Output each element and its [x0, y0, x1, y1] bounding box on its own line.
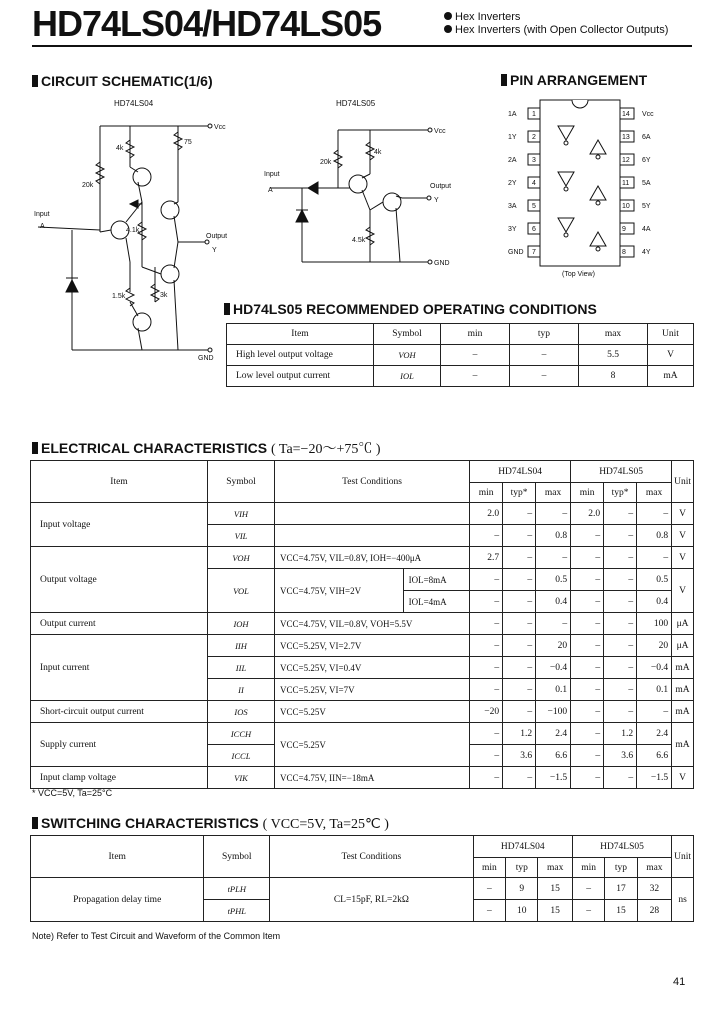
- ls05-schematic: [262, 92, 462, 272]
- pin-name: 1Y: [508, 134, 517, 141]
- section-rec-conditions: HD74LS05 RECOMMENDED OPERATING CONDITIONS: [224, 301, 597, 317]
- table-row: VOL VCC=4.75V, VIH=2V IOL=8mA – – 0.5 – – 0.5 V: [31, 569, 694, 591]
- svg-text:Output: Output: [430, 183, 452, 190]
- switching-table: [30, 835, 694, 922]
- table-header-row: Item Symbol Test Conditions HD74LS04 HD74LS05 Unit: [31, 836, 694, 858]
- pin-name: 4Y: [642, 249, 651, 256]
- section-square-icon: [501, 74, 507, 86]
- table-row: II VCC=5.25V, VI=7V – – 0.1 – – 0.1 mA: [31, 679, 694, 701]
- table-row: High level output voltage VOH – – 5.5 V: [227, 345, 694, 366]
- pin-number: 1: [532, 111, 536, 118]
- section-square-icon: [224, 303, 230, 315]
- svg-text:75: 75: [184, 139, 192, 146]
- section-electrical: ELECTRICAL CHARACTERISTICS ( Ta=−20～+75℃ ): [32, 440, 381, 458]
- pin-name: 6Y: [642, 157, 651, 164]
- part-number-title: HD74LS04/HD74LS05: [32, 3, 382, 44]
- pin-number: 9: [622, 226, 626, 233]
- table-row: Output current IOH VCC=4.75V, VIL=0.8V, VOH=5.5V – – – – – 100 μA: [31, 613, 694, 635]
- table-header-row: Item Symbol min typ max Unit: [227, 324, 694, 345]
- section-switching: SWITCHING CHARACTERISTICS ( VCC=5V, Ta=25℃ ): [32, 815, 389, 833]
- rec-conditions-table: [226, 323, 694, 387]
- ls05-label: HD74LS05: [336, 99, 376, 108]
- pin-number: 8: [622, 249, 626, 256]
- pin-name: 6A: [642, 134, 651, 141]
- electrical-table: [30, 460, 694, 789]
- table-row: Short-circuit output current IOS VCC=5.25V −20 – −100 – – – mA: [31, 701, 694, 723]
- pin-number: 3: [532, 157, 536, 164]
- table-row: Supply current ICCH VCC=5.25V – 1.2 2.4 – 1.2 2.4 mA: [31, 723, 694, 745]
- pin-number: 12: [622, 157, 630, 164]
- svg-text:4.5k: 4.5k: [352, 237, 366, 244]
- table-header-row: min typ* max min typ* max: [31, 483, 694, 503]
- svg-text:4k: 4k: [116, 145, 124, 152]
- ls04-schematic: [30, 92, 245, 362]
- ls04-label: HD74LS04: [114, 99, 154, 108]
- table-row: Input voltage VIH 2.0 – – 2.0 – – V: [31, 503, 694, 525]
- pin-number: 6: [532, 226, 536, 233]
- table-row: ICCL – 3.6 6.6 – 3.6 6.6: [31, 745, 694, 767]
- page-number: 41: [673, 976, 686, 988]
- pin-number: 10: [622, 203, 630, 210]
- pin-name: 2Y: [508, 180, 517, 187]
- table-row: Propagation delay time tPLH CL=15pF, RL=2kΩ – 9 15 – 17 32 ns: [31, 878, 694, 900]
- table-row: Input current IIH VCC=5.25V, VI=2.7V – – 20 – – 20 μA: [31, 635, 694, 657]
- svg-text:Vcc: Vcc: [434, 128, 446, 135]
- table-row: Output voltage VOH VCC=4.75V, VIL=0.8V, IOH=−400μA 2.7 – – – – – V: [31, 547, 694, 569]
- bullet-icon: [444, 25, 452, 33]
- pin-name: 4A: [642, 226, 651, 233]
- svg-text:20k: 20k: [82, 182, 94, 189]
- pin-number: 4: [532, 180, 536, 187]
- table-row: Low level output current IOL – – 8 mA: [227, 366, 694, 387]
- pin-name: 3Y: [508, 226, 517, 233]
- svg-text:Input: Input: [34, 211, 50, 218]
- elec-footnote: * VCC=5V, Ta=25°C: [32, 788, 113, 798]
- svg-text:3k: 3k: [160, 292, 168, 299]
- section-circuit-schematic: CIRCUIT SCHEMATIC(1/6): [32, 73, 213, 89]
- svg-text:A: A: [40, 223, 45, 230]
- svg-text:GND: GND: [198, 355, 214, 362]
- table-row: VIL – – 0.8 – – 0.8 V: [31, 525, 694, 547]
- pin-name: 1A: [508, 111, 517, 118]
- svg-text:Input: Input: [264, 171, 280, 178]
- header-rule: [32, 45, 692, 47]
- table-header-row: Item Symbol Test Conditions HD74LS04 HD74LS05 Unit: [31, 461, 694, 483]
- pin-name: Vcc: [642, 111, 654, 118]
- svg-text:A: A: [268, 187, 273, 194]
- table-header-row: min typ max min typ max: [31, 858, 694, 878]
- table-row: IOL=4mA – – 0.4 – – 0.4: [31, 591, 694, 613]
- bullet-icon: [444, 12, 452, 20]
- pin-number: 14: [622, 111, 630, 118]
- note-text: Note) Refer to Test Circuit and Waveform of the Common Item: [32, 931, 281, 941]
- pin-number: 11: [622, 180, 630, 187]
- pin-view-label: (Top View): [562, 271, 595, 278]
- feature-2: Hex Inverters (with Open Collector Outputs): [444, 24, 668, 37]
- svg-text:4k: 4k: [374, 149, 382, 156]
- pin-name: GND: [508, 249, 524, 256]
- pin-number: 13: [622, 134, 630, 141]
- pin-diagram: [500, 96, 670, 280]
- table-row: Input clamp voltage VIK VCC=4.75V, IIN=−18mA – – −1.5 – – −1.5 V: [31, 767, 694, 789]
- pin-name: 2A: [508, 157, 517, 164]
- pin-name: 3A: [508, 203, 517, 210]
- section-square-icon: [32, 817, 38, 829]
- svg-text:GND: GND: [434, 260, 450, 267]
- svg-text:Vcc: Vcc: [214, 124, 226, 131]
- svg-text:4.1k: 4.1k: [126, 227, 140, 234]
- svg-text:Y: Y: [434, 197, 439, 204]
- table-row: tPHL – 10 15 – 15 28: [31, 900, 694, 922]
- svg-text:Y: Y: [212, 247, 217, 254]
- section-square-icon: [32, 75, 38, 87]
- pin-name: 5A: [642, 180, 651, 187]
- section-pin-arrangement: PIN ARRANGEMENT: [501, 72, 647, 88]
- svg-text:20k: 20k: [320, 159, 332, 166]
- pin-number: 7: [532, 249, 536, 256]
- pin-name: 5Y: [642, 203, 651, 210]
- table-row: IIL VCC=5.25V, VI=0.4V – – −0.4 – – −0.4 mA: [31, 657, 694, 679]
- section-square-icon: [32, 442, 38, 454]
- feature-1: Hex Inverters: [444, 11, 520, 24]
- pin-number: 2: [532, 134, 536, 141]
- pin-number: 5: [532, 203, 536, 210]
- svg-text:1.5k: 1.5k: [112, 293, 126, 300]
- svg-text:Output: Output: [206, 233, 228, 240]
